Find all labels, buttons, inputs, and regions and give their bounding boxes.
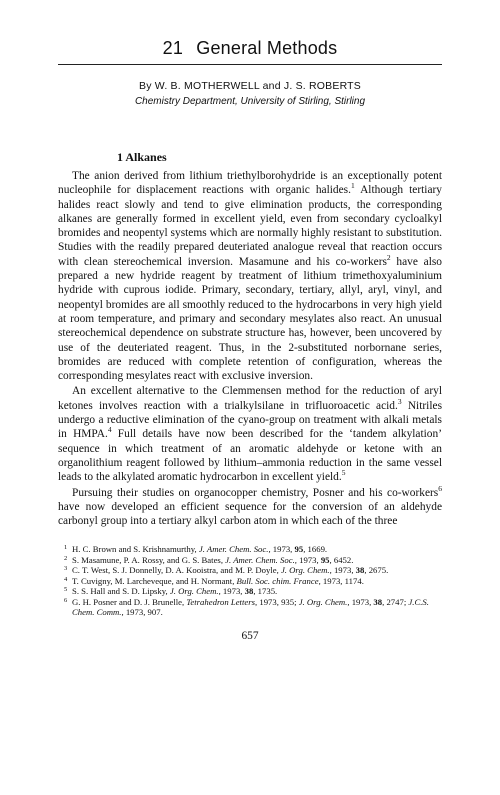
journal-name: J.C.S. Chem. Comm. bbox=[72, 596, 429, 617]
author-name: W. B. MOTHERWELL bbox=[154, 80, 260, 92]
chapter-title: General Methods bbox=[196, 38, 338, 58]
footnote: 2 S. Masamune, P. A. Rossy, and G. S. Bates, J. Amer. Chem. Soc., 1973, 95, 6452. bbox=[64, 554, 354, 565]
journal-name: J. Org. Chem. bbox=[298, 596, 348, 607]
footnote-marker: 2 bbox=[64, 554, 68, 562]
journal-name: Bull. Soc. chim. France bbox=[236, 575, 319, 586]
paragraph: The anion derived from lithium triethylborohydride is an exceptionally potent nucleophile for displacement reactions with organic halides.$^1$ Although tertiary halides react slowly and tend to give elimination products, the corresponding alkanes are generally formed in excellent yield, even from secondary cycloalkyl bromides and neopentyl systems which are normally highly resistant to substitution. Studies with the readily prepared deuteriated analogue reveal that reaction occurs with clean stereochemical inversion. Masamune and his co-workers$^2$ have also prepared a new hydride reagent by treatment of lithium trimethoxyaluminium hydride with cuprous iodide. Primary, secondary, tertiary, allyl, aryl, vinyl, and neopentyl bromides are all smoothly reduced to the hydrocarbons in very high yield at room temperature, and primary and secondary mesylates also react. An unusual stereochemical dependence on substrate structure has, however, been uncovered by use of the deuteriated reagent. Thus, in the 2-substituted norbornane series, bromides are reduced with complete retention of configuration, whereas the corresponding mesylates react with exclusive inversion. bbox=[58, 170, 442, 383]
volume: 95 bbox=[320, 554, 330, 565]
footnote: 5 S. S. Hall and S. D. Lipsky, J. Org. Chem., 1973, 38, 1735. bbox=[64, 586, 278, 596]
chapter-number: 21 bbox=[162, 38, 184, 58]
footnote: 3 C. T. West, S. J. Donnelly, D. A. Kooistra, and M. P. Doyle, J. Org. Chem., 1973, 38, 2675. bbox=[64, 565, 389, 575]
volume: 38 bbox=[244, 586, 254, 596]
affiliation: Chemistry Department, University of Stirling, Stirling bbox=[134, 96, 366, 107]
journal-name: J. Org. Chem. bbox=[169, 586, 219, 596]
footnote-marker: 1 bbox=[64, 544, 68, 551]
page-number: 657 bbox=[241, 630, 259, 642]
volume: 38 bbox=[355, 565, 365, 575]
footnote: 4 T. Cuvigny, M. Larcheveque, and H. Normant, Bull. Soc. chim. France, 1973, 1174. bbox=[64, 575, 364, 586]
header-rule bbox=[58, 64, 442, 65]
footnotes bbox=[58, 544, 442, 618]
author-byline bbox=[58, 80, 442, 92]
journal-name: J. Org. Chem. bbox=[280, 565, 330, 575]
journal-name: J. Amer. Chem. Soc. bbox=[198, 544, 269, 554]
volume: 95 bbox=[294, 544, 304, 554]
reference-marker: 5 bbox=[341, 468, 346, 478]
footnote-marker: 6 bbox=[64, 596, 68, 604]
journal-name: Tetrahedron Letters bbox=[186, 596, 255, 607]
paragraph: Pursuing their studies on organocopper chemistry, Posner and his co-workers$^6$ have now developed an efficient sequence for the conversion of an aldehyde carbonyl group into a tertiary alkyl carbon atom in which each of the three bbox=[58, 483, 442, 528]
footnote-marker: 3 bbox=[64, 565, 68, 572]
section-number: 1 bbox=[117, 150, 123, 164]
byline-prefix: By bbox=[139, 80, 152, 92]
footnote-marker: 4 bbox=[64, 575, 68, 583]
footnote-marker: 5 bbox=[64, 586, 68, 593]
author-name: J. S. ROBERTS bbox=[283, 80, 361, 92]
section-title: Alkanes bbox=[125, 150, 167, 164]
body-text bbox=[58, 169, 442, 528]
reference-marker: 1 bbox=[350, 181, 355, 191]
footnote: 6 G. H. Posner and D. J. Brunelle, Tetrahedron Letters, 1973, 935; J. Org. Chem., 1973, 38, 2747; J.C.S. Chem. Comm., 1973, 907. bbox=[64, 596, 429, 617]
byline-conjunction: and bbox=[262, 80, 281, 92]
volume: 38 bbox=[373, 596, 383, 607]
footnote: 1 H. C. Brown and S. Krishnamurthy, J. Amer. Chem. Soc., 1973, 95, 1669. bbox=[64, 544, 328, 554]
journal-name: J. Amer. Chem. Soc. bbox=[225, 554, 295, 565]
paragraph: An excellent alternative to the Clemmensen method for the reduction of aryl ketones involves reaction with a trialkylsilane in trifluoroacetic acid.$^3$ Nitriles undergo a reductive elimination of the cyano-group on treatment with alkali metals in HMPA.$^4$ Full details have now been described for the ‘tandem alkylation’ sequence in which treatment of an aromatic aldehyde or ketone with an organolithium reagent followed by lithium–ammonia reduction in the same vessel leads to the alkylated aromatic hydrocarbon in excellent yield.$^5$ bbox=[58, 385, 443, 484]
reference-marker: 6 bbox=[438, 483, 442, 493]
reference-marker: 3 bbox=[397, 396, 402, 406]
chapter-header bbox=[58, 38, 442, 59]
section-heading bbox=[117, 150, 167, 165]
reference-marker: 2 bbox=[386, 252, 391, 262]
reference-marker: 4 bbox=[107, 425, 112, 435]
